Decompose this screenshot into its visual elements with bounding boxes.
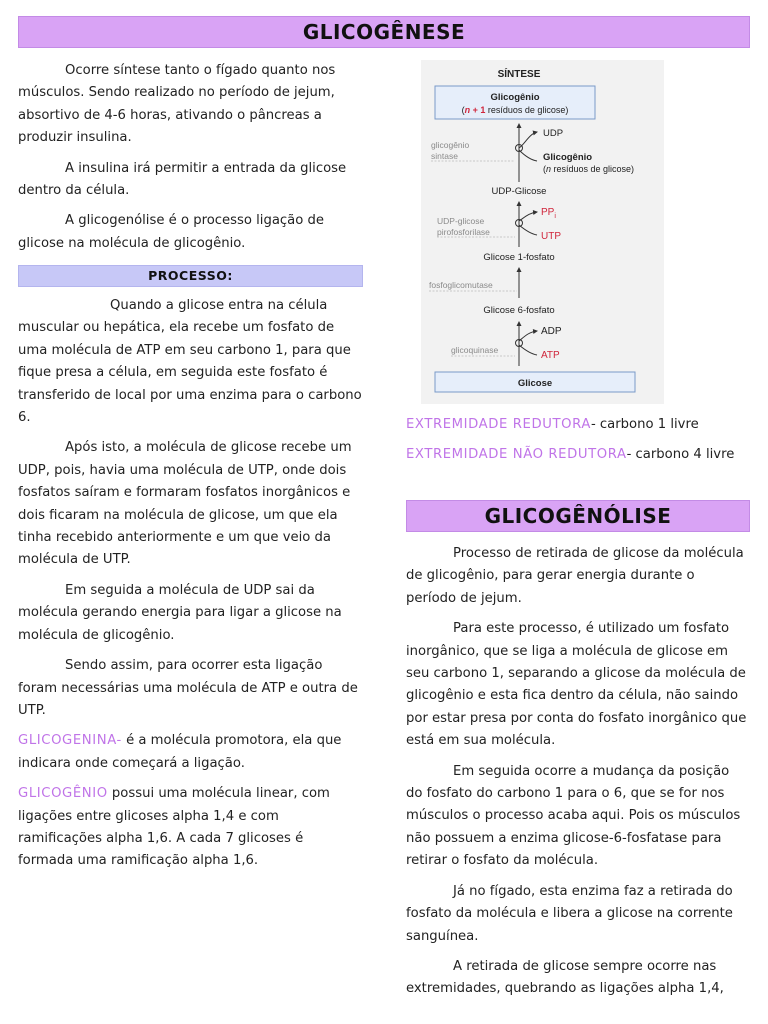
ppi-label bbox=[541, 207, 556, 220]
synthesis-diagram bbox=[421, 60, 664, 404]
definition-text: é a molécula promotora, ela que indicara onde começará a ligação. bbox=[18, 733, 342, 771]
paragraph: Quando a glicose entra na célula muscular ou hepática, ela recebe um fosfato de uma molécula de ATP em seu carbono 1, para que fique presa a célula, em seguida este fosfato é transferido de local por uma enzima para o carbono 6. bbox=[18, 298, 362, 426]
residues-text: resíduos de glicose) bbox=[551, 164, 635, 174]
diagram-svg bbox=[421, 60, 664, 404]
enzyme-label: glicoquinase bbox=[451, 345, 499, 355]
adp-label: ADP bbox=[541, 326, 562, 337]
branch-out-arrow bbox=[519, 212, 537, 221]
glicogenolise-title: GLICOGÊNÓLISE bbox=[406, 500, 750, 532]
enzyme-label: sintase bbox=[431, 151, 458, 161]
branch-in-line bbox=[519, 345, 537, 355]
udp-label: UDP bbox=[543, 128, 564, 139]
glycogen-n-sub bbox=[543, 164, 634, 174]
definition-text: - carbono 1 livre bbox=[590, 417, 699, 432]
enzyme-label: UDP-glicose bbox=[437, 216, 485, 226]
page-title: GLICOGÊNESE bbox=[18, 16, 750, 48]
pp-text: PP bbox=[541, 207, 555, 218]
diagram-title: SÍNTESE bbox=[497, 69, 541, 80]
paragraph: Após isto, a molécula de glicose recebe um UDP, pois, havia uma molécula de UTP, onde dois fosfatos saíram e formaram fosfatos inorgânicos e dois ficaram na molécula de glicose, um que ela tinha recebido anteriormente e um que veio da molécula de UTP. bbox=[18, 440, 352, 568]
enzyme-label: fosfoglicomutase bbox=[429, 280, 493, 290]
i-subscript: i bbox=[554, 213, 556, 220]
paragraph: Em seguida a molécula de UDP sai da molécula gerando energia para ligar a glicose na molécula de glicogênio. bbox=[18, 582, 342, 643]
residues-text: resíduos de glicose) bbox=[485, 105, 569, 115]
glycogen-n-label: Glicogênio bbox=[543, 152, 593, 163]
n-symbol: n bbox=[546, 164, 552, 174]
paragraph: A retirada de glicose sempre ocorre nas extremidades, quebrando as ligações alpha 1,4, bbox=[406, 958, 724, 997]
branch-out-arrow bbox=[519, 132, 537, 148]
paragraph: Para este processo, é utilizado um fosfato inorgânico, que se liga a molécula de glicose em seu carbono 1, separando a glicose da molécula de glicogênio e esta fica dentro da célula, não saindo por estar presa por conta do fosfato inorgânico que está em sua molécula. bbox=[406, 621, 747, 749]
paren: ( bbox=[543, 164, 546, 174]
left-column bbox=[18, 60, 362, 263]
branch-in-line bbox=[519, 225, 537, 235]
paragraph: Em seguida ocorre a mudança da posição do fosfato do carbono 1 para o 6, que se for nos músculos o processo acaba aqui. Pois os músculos não possuem a enzima glicose-6-fosfatase para retirar o fosfato da molécula. bbox=[406, 763, 741, 869]
glycogen-box-title: Glicogênio bbox=[490, 92, 540, 103]
branch-in-line bbox=[519, 150, 537, 161]
process-heading: PROCESSO: bbox=[18, 265, 363, 287]
process-column bbox=[18, 295, 362, 881]
paren: ( bbox=[461, 105, 465, 115]
term: EXTREMIDADE REDUTORA bbox=[406, 417, 591, 432]
term: EXTREMIDADE NÃO REDUTORA bbox=[406, 447, 627, 463]
ext-redutora bbox=[406, 414, 748, 436]
atp-label: ATP bbox=[541, 350, 560, 361]
ext-nao-redutora bbox=[406, 444, 748, 466]
glucose-box-label: Glicose bbox=[517, 378, 553, 389]
paragraph: A insulina irá permitir a entrada da glicose dentro da célula. bbox=[18, 160, 347, 199]
term: GLICOGENINA- bbox=[18, 733, 122, 749]
utp-label: UTP bbox=[541, 231, 561, 242]
term: GLICOGÊNIO bbox=[18, 786, 108, 802]
plus-one: + 1 bbox=[470, 105, 486, 115]
enzyme-label: glicogênio bbox=[431, 140, 470, 150]
paragraph: A glicogenólise é o processo ligação de glicose na molécula de glicogênio. bbox=[18, 213, 325, 251]
glicogenolise-column bbox=[406, 543, 748, 1009]
definition-text: possui uma molécula linear, com ligações entre glicoses alpha 1,4 e com ramificações alpha 1,6. A cada 7 glicoses é formada uma ramificação alpha 1,6. bbox=[18, 786, 330, 869]
paragraph: Processo de retirada de glicose da molécula de glicogênio, para gerar energia durante o período de jejum. bbox=[406, 546, 744, 606]
extremities bbox=[406, 414, 748, 475]
paragraph: Ocorre síntese tanto o fígado quanto nos músculos. Sendo realizado no período de jejum, absortivo de 4-6 horas, ativando o pâncreas a produzir insulina. bbox=[18, 63, 336, 146]
definition-glicogenina bbox=[18, 730, 362, 775]
definition-glicogenio bbox=[18, 783, 362, 873]
enzyme-label: pirofosforilase bbox=[437, 227, 490, 237]
n-symbol: n bbox=[464, 105, 471, 115]
glucose-6p-label: Glicose 6-fosfato bbox=[483, 305, 555, 316]
paragraph: Sendo assim, para ocorrer esta ligação foram necessárias uma molécula de ATP e outra de UTP. bbox=[18, 658, 358, 718]
udp-glucose-label: UDP-Glicose bbox=[491, 186, 547, 197]
glucose-1p-label: Glicose 1-fosfato bbox=[483, 252, 555, 263]
paragraph: Já no fígado, esta enzima faz a retirada do fosfato da molécula e libera a glicose na corrente sanguínea. bbox=[406, 883, 733, 944]
definition-text: - carbono 4 livre bbox=[626, 447, 735, 463]
branch-out-arrow bbox=[519, 331, 537, 341]
glycogen-box-sub bbox=[462, 105, 569, 115]
